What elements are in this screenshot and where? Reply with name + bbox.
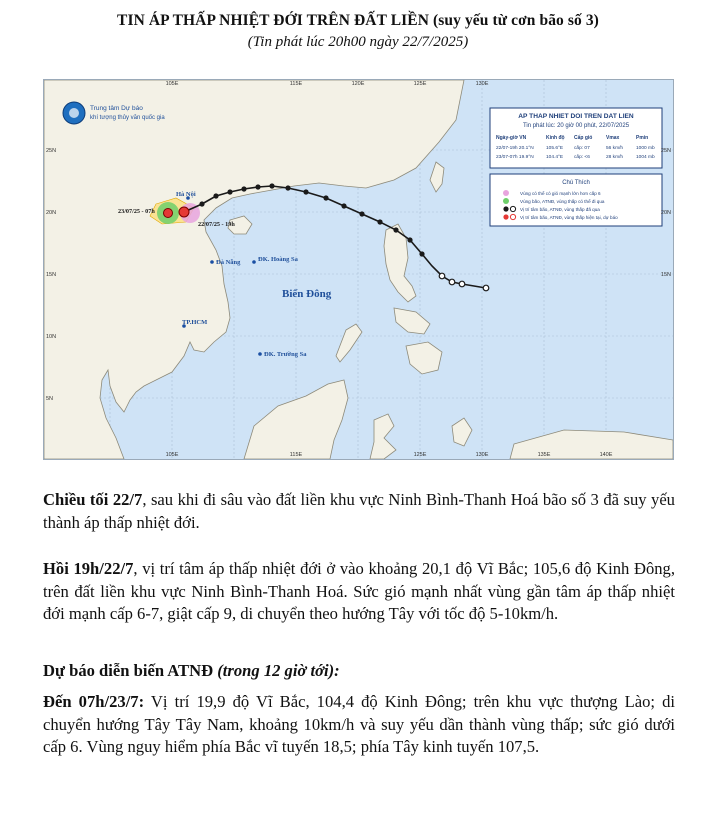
current-center-icon [179,207,189,217]
page-title: TIN ÁP THẤP NHIỆT ĐỚI TRÊN ĐẤT LIỀN (suy yếu từ cơn bão số 3) [117,12,599,29]
lat-tick-right: 25N [660,148,671,154]
lon-tick-bottom: 125E [413,452,427,458]
lat-tick-right: 15N [660,272,671,278]
page-subtitle: (Tin phát lúc 20h00 ngày 22/7/2025) [247,34,469,50]
paragraph-evening [43,489,675,534]
land-mindanao [406,342,442,374]
agency-line2: khí tượng thủy văn quốc gia [90,115,165,121]
table-header: Cấp gió [574,135,593,141]
table-cell: 1000 mb [636,146,655,151]
legend-item: Vị trí tâm bão, ATNĐ, vùng thấp đã qua [520,207,600,212]
table-cell: 28 km/h [606,155,624,160]
land-sulawesi [370,414,396,459]
legend-item: Vùng bão, ATNĐ, vùng thấp có thể đi qua [520,199,605,204]
agency-line1: Trung tâm Dự báo [90,105,143,112]
land-luzon [384,224,416,302]
table-cell: cấp: <6 [574,155,590,160]
lon-tick-bottom: 135E [537,452,551,458]
paragraph-evening-lead: Chiều tối 22/7 [43,490,143,509]
lat-tick: 15N [46,272,57,278]
label-hanoi: Hà Nội [176,191,196,198]
lon-tick-top: 130E [475,81,489,87]
legend-item: Vị trí tâm bão, ATNĐ, vùng thấp hiện tại, dự báo [520,215,618,220]
label-truongsa: ĐK. Trường Sa [264,351,307,358]
lat-tick: 10N [46,334,57,340]
table-cell: 104.4°E [546,155,564,160]
land-taiwan [430,162,444,192]
paragraph-current [43,558,675,626]
early-positions [439,273,489,291]
table-cell: 56 km/h [606,146,624,151]
lat-tick: 25N [46,148,57,154]
lon-tick-bottom: 105E [165,452,179,458]
lon-tick-bottom: 115E [289,452,303,458]
table-header: Vmax [606,135,620,141]
table-cell: cấp: 07 [574,146,590,151]
lon-tick-bottom: 140E [599,452,613,458]
lon-tick-top: 115E [289,81,303,87]
table-cell: 22/07-19h 20.1°N [496,146,534,151]
lon-tick-top: 105E [165,81,179,87]
forecast-heading-bold: Dự báo diễn biến ATNĐ [43,661,218,680]
label-danang: Đà Nẵng [216,259,241,266]
label-time-right: 22/07/25 - 19h [198,221,235,228]
table-header: Pmin [636,135,649,141]
paragraph-forecast-lead: Đến 07h/23/7: [43,692,145,711]
map-graphic [44,80,673,459]
lon-tick-bottom: 130E [475,452,489,458]
label-time-left: 23/07/25 - 07h [118,208,155,215]
lon-tick-top: 125E [413,81,427,87]
paragraph-forecast [43,691,675,759]
lat-tick-right: 20N [660,210,671,216]
label-hoangsa: ĐK. Hoàng Sa [258,256,298,263]
table-header: Kinh độ [546,135,565,141]
table-cell: 1004 mb [636,155,655,160]
info-box-issued: Tin phát lúc: 20 giờ 00 phút, 22/07/2025 [522,123,630,129]
label-biendong: Biển Đông [282,288,332,300]
paragraph-evening-body: , sau khi đi sâu vào đất liền khu vực Ninh Bình-Thanh Hoá bão số 3 đã suy yếu thành áp thấp nhiệt đới. [43,490,675,532]
table-cell: 23/07-07h 19.9°N [496,155,534,160]
storm-track-line [184,186,486,288]
storm-track-map [43,79,674,460]
legend-title: Chú Thích [562,180,590,186]
forecast-heading-italic: (trong 12 giờ tới): [217,661,340,680]
land-visayas [394,308,430,334]
lat-tick: 5N [46,396,54,402]
table-header: Ngày-giờ VN [496,135,527,141]
info-box-title: AP THAP NHIET DOI TREN DAT LIEN [518,113,634,120]
paragraph-current-lead: Hồi 19h/22/7 [43,559,134,578]
paragraph-forecast-body: Vị trí 19,9 độ Vĩ Bắc, 104,4 độ Kinh Đông; trên khu vực thượng Lào; di chuyển hướng Tây Tây Nam, khoảng 10km/h và suy yếu dần thành vùng thấp; sức gió dưới cấp 6. Vùng nguy hiểm phía Bắc vĩ tuyến 18,5; phía Tây kinh tuyến 107,5. [43,692,676,756]
legend-item: Vùng có thể có gió mạnh lớn hơn cấp 6 [520,191,601,196]
lat-tick: 20N [46,210,57,216]
table-cell: 105.6°E [546,146,564,151]
forecast-heading [43,660,675,683]
forecast-center-icon [164,209,173,218]
paragraph-current-body: , vị trí tâm áp thấp nhiệt đới ở vào khoảng 20,1 độ Vĩ Bắc; 105,6 độ Kinh Đông, trên đất liền khu vực Ninh Bình-Thanh Hoá. Sức gió mạnh nhất vùng gần tâm áp thấp nhiệt đới mạnh cấp 6-7, giật cấp 9, di chuyển theo hướng Tây với tốc độ 5-10km/h. [43,559,675,623]
land-borneo [244,380,348,459]
lon-tick-top: 120E [351,81,365,87]
label-hcm: TP.HCM [182,319,208,326]
